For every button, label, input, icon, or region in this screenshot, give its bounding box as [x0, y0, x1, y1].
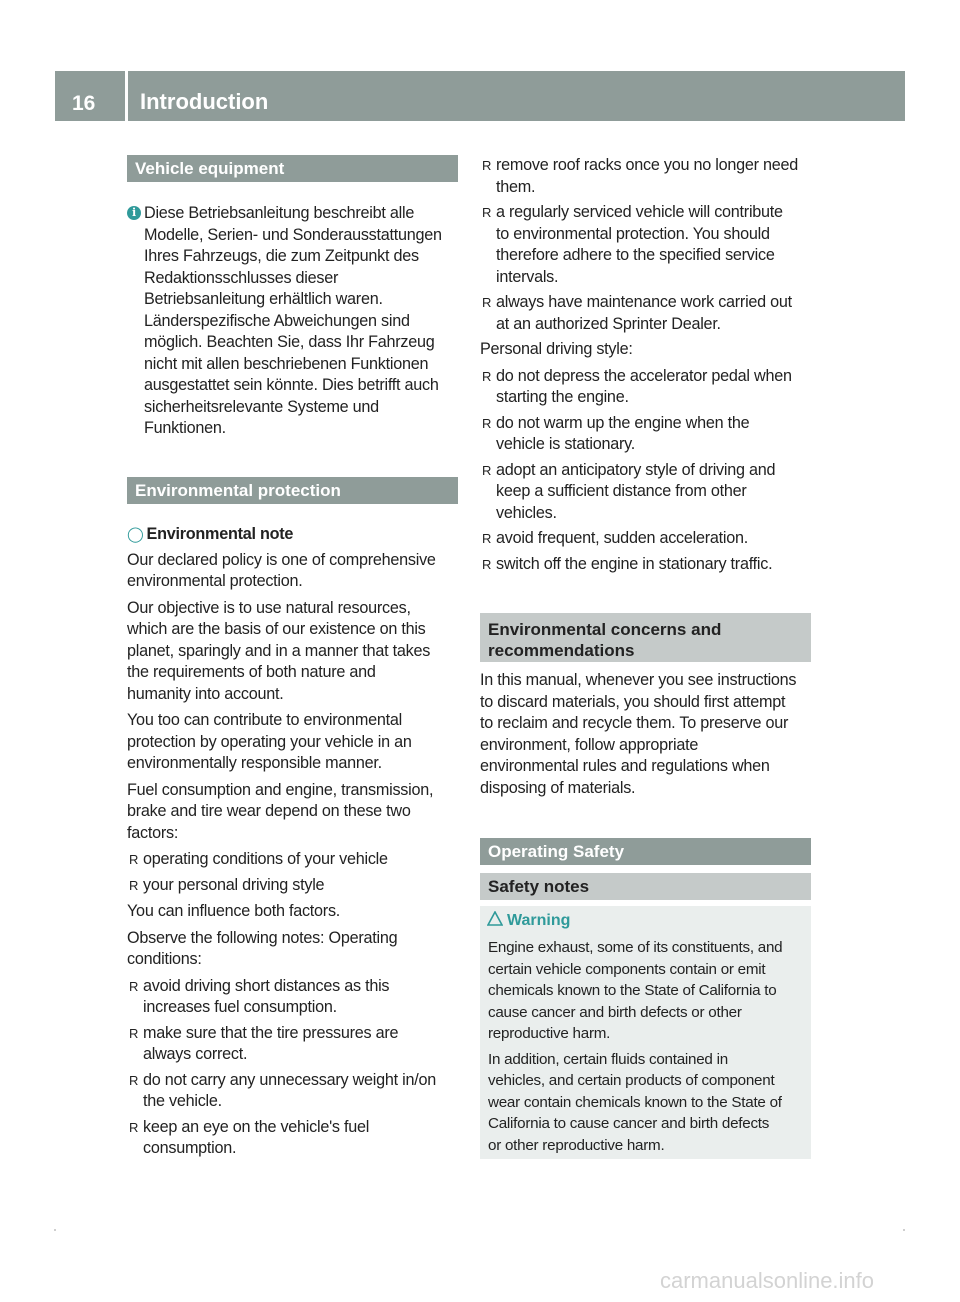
- text-line: environmentally responsible manner.: [127, 754, 382, 772]
- info-line: nicht mit allen beschriebenen Funktionen: [144, 354, 429, 373]
- text-line: Observe the following notes: Operating: [127, 928, 398, 947]
- text-line: Our declared policy is one of comprehensive: [127, 550, 436, 569]
- watermark: carmanualsonline.info: [660, 1268, 875, 1293]
- list-item: R switch off the engine in stationary traffic.: [480, 554, 815, 576]
- header-divider: [125, 71, 128, 121]
- vehicle-equipment-info: [127, 203, 462, 440]
- text-line: factors:: [127, 823, 179, 842]
- text-line: which are the basis of our existence on this: [127, 620, 426, 638]
- text-line: You too can contribute to environmental: [127, 711, 402, 729]
- info-line: Modelle, Serien- und Sonderausstattungen: [144, 225, 442, 244]
- text-line: humanity into account.: [127, 684, 284, 703]
- environmental-concerns-text: [480, 670, 815, 799]
- warning-text: Engine exhaust, some of its constituents, and certain vehicle components contain or emit chemicals known to the State of California to cause cancer and birth defects or other reproductive harm. In addition, certain fluids contained in vehicles, and certain products of component wear contain chemicals known to the State of California to cause cancer and birth defects or other reproductive harm.: [488, 939, 783, 1154]
- environmental-concerns-heading: Environmental concerns and recommendations: [480, 613, 811, 662]
- list-item: R do not warm up the engine when the vehicle is stationary.: [480, 413, 815, 456]
- text-line: Our objective is to use natural resources,: [127, 598, 411, 617]
- text-line: planet, sparingly and in a manner that takes: [127, 641, 431, 660]
- text-line: environmental protection.: [127, 572, 303, 590]
- lightbulb-icon: ◯: [127, 526, 144, 543]
- list-item: R do not depress the accelerator pedal when starting the engine.: [480, 366, 815, 409]
- info-line: Betriebsanleitung erhältlich waren.: [144, 290, 383, 308]
- info-line: Diese Betriebsanleitung beschreibt alle: [144, 204, 415, 222]
- info-line: sicherheitsrelevante Systeme und: [144, 397, 379, 416]
- info-line: Funktionen.: [144, 419, 226, 437]
- list-item: R make sure that the tire pressures are always correct.: [127, 1023, 462, 1066]
- right-column-body: [480, 155, 815, 575]
- list-item: R avoid driving short distances as this increases fuel consumption.: [127, 976, 462, 1019]
- list-item: R do not carry any unnecessary weight in/on the vehicle.: [127, 1070, 462, 1113]
- info-line: möglich. Beachten Sie, dass Ihr Fahrzeug: [144, 333, 435, 351]
- operating-safety-heading: Operating Safety: [480, 838, 811, 865]
- list-item: R always have maintenance work carried out at an authorized Sprinter Dealer.: [480, 292, 815, 335]
- warning-title: Warning: [487, 911, 570, 930]
- text-line: environmental rules and regulations when: [480, 757, 770, 775]
- section-title: Introduction: [140, 89, 269, 114]
- list-item: R avoid frequent, sudden acceleration.: [480, 528, 815, 550]
- info-icon: i: [127, 206, 141, 220]
- info-line: Ihres Fahrzeugs, die zum Zeitpunkt des: [144, 247, 419, 265]
- text-line: In this manual, whenever you see instructions: [480, 671, 797, 689]
- page-number: 16: [72, 92, 96, 115]
- text-line: brake and tire wear depend on these two: [127, 802, 411, 820]
- list-item: R remove roof racks once you no longer need them.: [480, 155, 815, 198]
- text-line: conditions:: [127, 950, 202, 968]
- environmental-note-title: Environmental note: [146, 525, 294, 543]
- crop-mark: [903, 1229, 905, 1231]
- environmental-protection-body: [127, 524, 462, 1160]
- text-line: Fuel consumption and engine, transmission,: [127, 780, 434, 799]
- crop-mark: [54, 1229, 56, 1231]
- text-line: the requirements of both nature and: [127, 663, 376, 681]
- info-line: Redaktionsschlusses dieser: [144, 268, 339, 287]
- list-item: R operating conditions of your vehicle: [127, 849, 462, 871]
- info-line: Länderspezifische Abweichungen sind: [144, 311, 410, 330]
- text-line: protection by operating your vehicle in an: [127, 732, 412, 751]
- text-line: You can influence both factors.: [127, 902, 341, 920]
- environmental-protection-heading: Environmental protection: [127, 477, 458, 504]
- list-item: R adopt an anticipatory style of driving and keep a sufficient distance from other vehicles.: [480, 460, 815, 525]
- text-line: disposing of materials.: [480, 778, 636, 797]
- list-item: R your personal driving style: [127, 875, 462, 897]
- text-line: to reclaim and recycle them. To preserve our: [480, 714, 789, 732]
- text-line: environment, follow appropriate: [480, 735, 699, 754]
- list-item: R a regularly serviced vehicle will contribute to environmental protection. You should therefore adhere to the specified service intervals.: [480, 202, 815, 288]
- warning-triangle-icon: [487, 911, 503, 926]
- list-item: R keep an eye on the vehicle's fuel consumption.: [127, 1117, 462, 1160]
- info-line: ausgestattet sein könnte. Dies betrifft auch: [144, 376, 439, 394]
- text-line: to discard materials, you should first attempt: [480, 692, 786, 711]
- vehicle-equipment-heading: Vehicle equipment: [127, 155, 458, 182]
- safety-notes-heading: Safety notes: [480, 873, 811, 900]
- personal-driving-label: Personal driving style:: [480, 340, 633, 358]
